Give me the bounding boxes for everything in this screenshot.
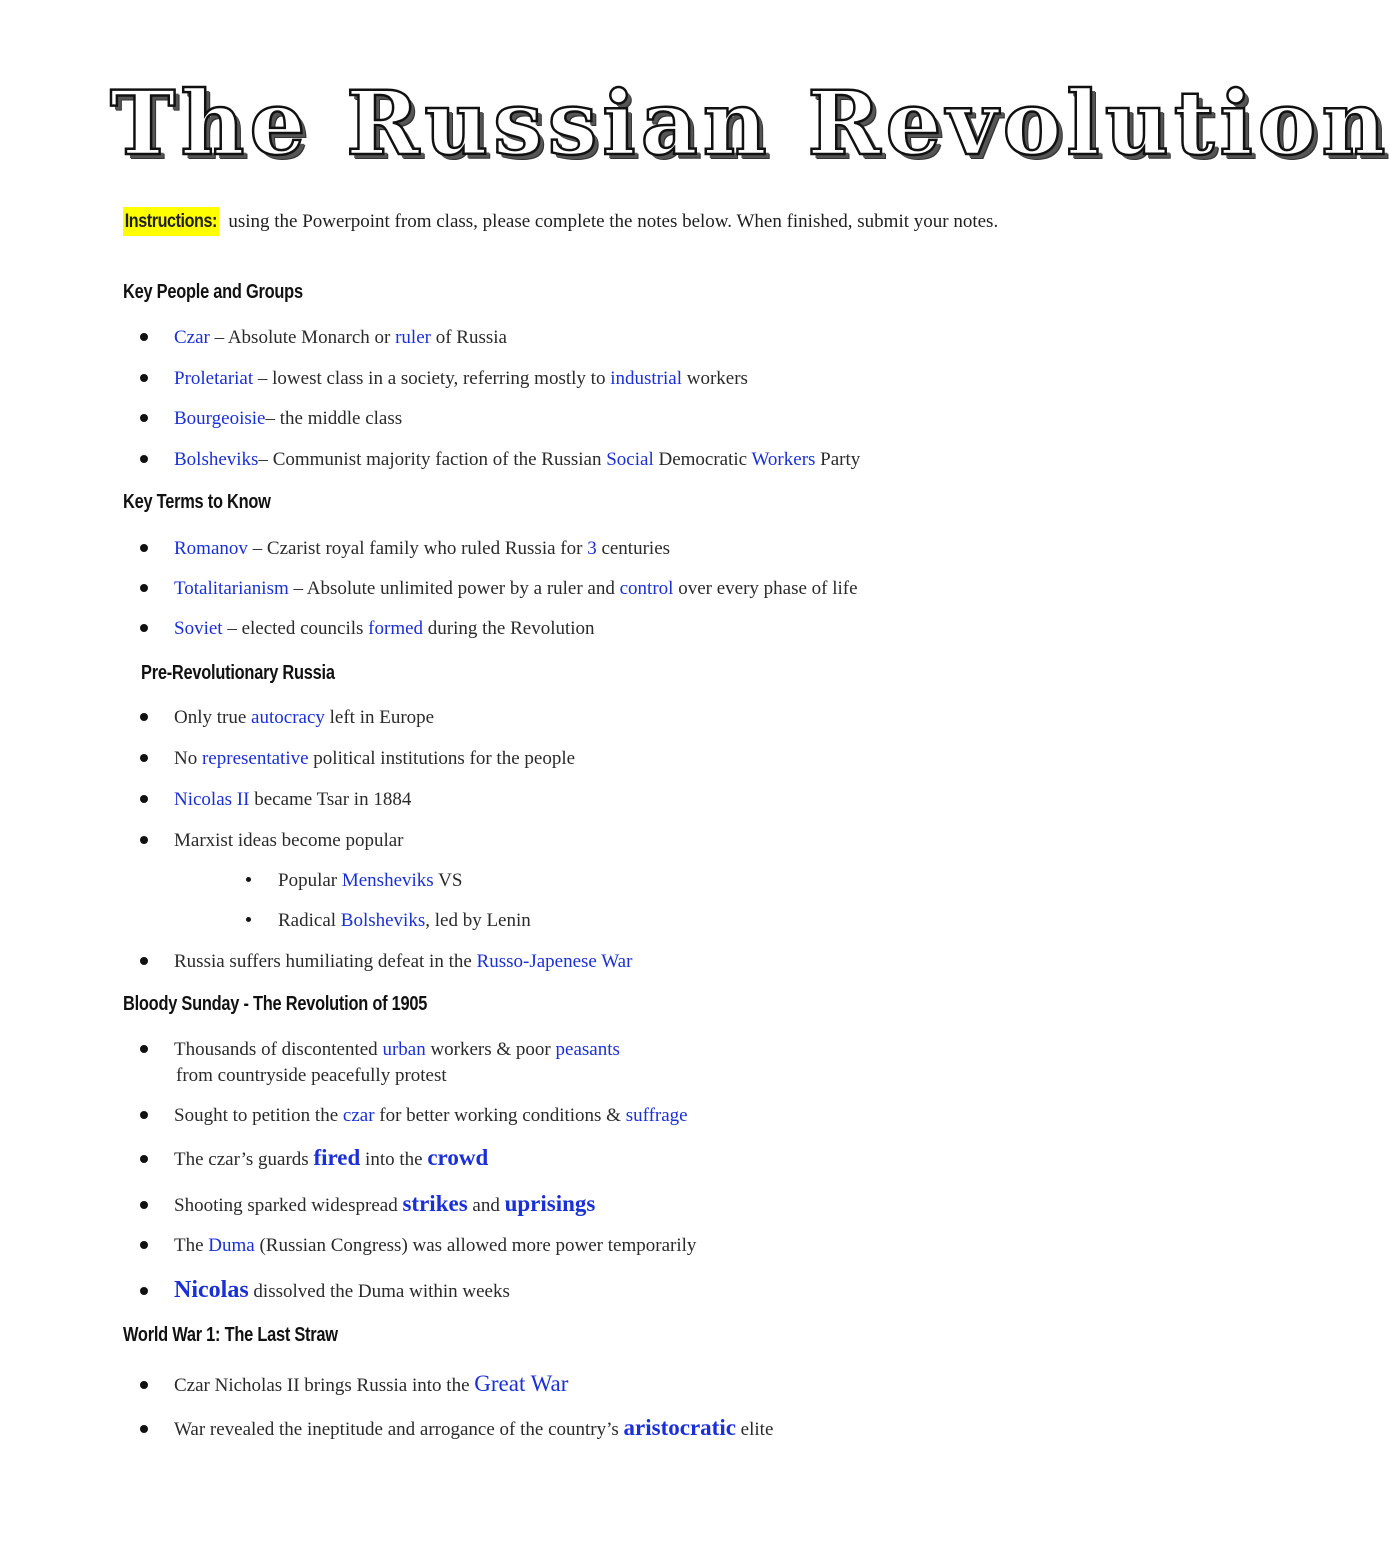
list-item: The Duma (Russian Congress) was allowed more power temporarily [140,1233,696,1259]
instructions [123,207,1083,236]
bullet-icon [140,1381,148,1389]
bullet-icon [140,957,148,965]
bullet-icon [140,374,148,382]
bullet-icon [140,1045,148,1053]
instructions-label: Instructions: [123,207,219,236]
list-item: Only true autocracy left in Europe [140,705,434,731]
list-item: The czar’s guards fired into the crowd [140,1145,488,1173]
list-item: Czar – Absolute Monarch or ruler of Russia [140,325,507,351]
bullet-icon [140,713,148,721]
list-item: Russia suffers humiliating defeat in the Russo-Japenese War [140,949,632,975]
list-item: War revealed the ineptitude and arrogance of the country’s aristocratic elite [140,1415,773,1443]
list-item: Proletariat – lowest class in a society, referring mostly to industrial workers [140,366,748,392]
list-item: Soviet – elected councils formed during the Revolution [140,616,595,642]
bullet-icon [140,1287,148,1295]
list-item: Marxist ideas become popular [140,828,404,854]
bullet-icon [140,795,148,803]
sub-list-item: Popular Mensheviks VS [246,868,462,894]
sub-bullet-icon [246,877,251,882]
list-item-continuation: from countryside peacefully protest [176,1065,447,1086]
list-item: Shooting sparked widespread strikes and uprisings [140,1191,595,1219]
bullet-icon [140,754,148,762]
list-item: Bolsheviks– Communist majority faction of the Russian Social Democratic Workers Party [140,447,860,473]
list-item: Czar Nicholas II brings Russia into the Great War [140,1371,568,1399]
bullet-icon [140,1425,148,1433]
bullet-icon [140,624,148,632]
heading-bloody-sunday: Bloody Sunday - The Revolution of 1905 [123,993,428,1015]
bullet-icon [140,414,148,422]
page-title: The Russian Revolution [110,71,1390,175]
list-item: Totalitarianism – Absolute unlimited power by a ruler and control over every phase of life [140,576,858,602]
list-item: Romanov – Czarist royal family who ruled Russia for 3 centuries [140,536,670,562]
bullet-icon [140,1241,148,1249]
sub-bullet-icon [246,917,251,922]
bullet-icon [140,455,148,463]
heading-key-terms: Key Terms to Know [123,491,271,513]
bullet-icon [140,1201,148,1209]
heading-ww1: World War 1: The Last Straw [123,1324,338,1346]
list-item: Sought to petition the czar for better working conditions & suffrage [140,1103,688,1129]
bullet-icon [140,1155,148,1163]
heading-pre-revolutionary: Pre-Revolutionary Russia [141,662,335,684]
bullet-icon [140,836,148,844]
list-item: Thousands of discontented urban workers & poor peasants [140,1037,620,1063]
list-item: No representative political institutions for the people [140,746,575,772]
list-item: Nicolas II became Tsar in 1884 [140,787,411,813]
bullet-icon [140,333,148,341]
instructions-text: using the Powerpoint from class, please complete the notes below. When finished, submit your notes. [223,211,999,232]
list-item: Bourgeoisie– the middle class [140,406,402,432]
bullet-icon [140,544,148,552]
bullet-icon [140,1111,148,1119]
bullet-icon [140,584,148,592]
list-item: Nicolas dissolved the Duma within weeks [140,1277,510,1305]
sub-list-item: Radical Bolsheviks, led by Lenin [246,908,531,934]
heading-key-people: Key People and Groups [123,281,303,303]
